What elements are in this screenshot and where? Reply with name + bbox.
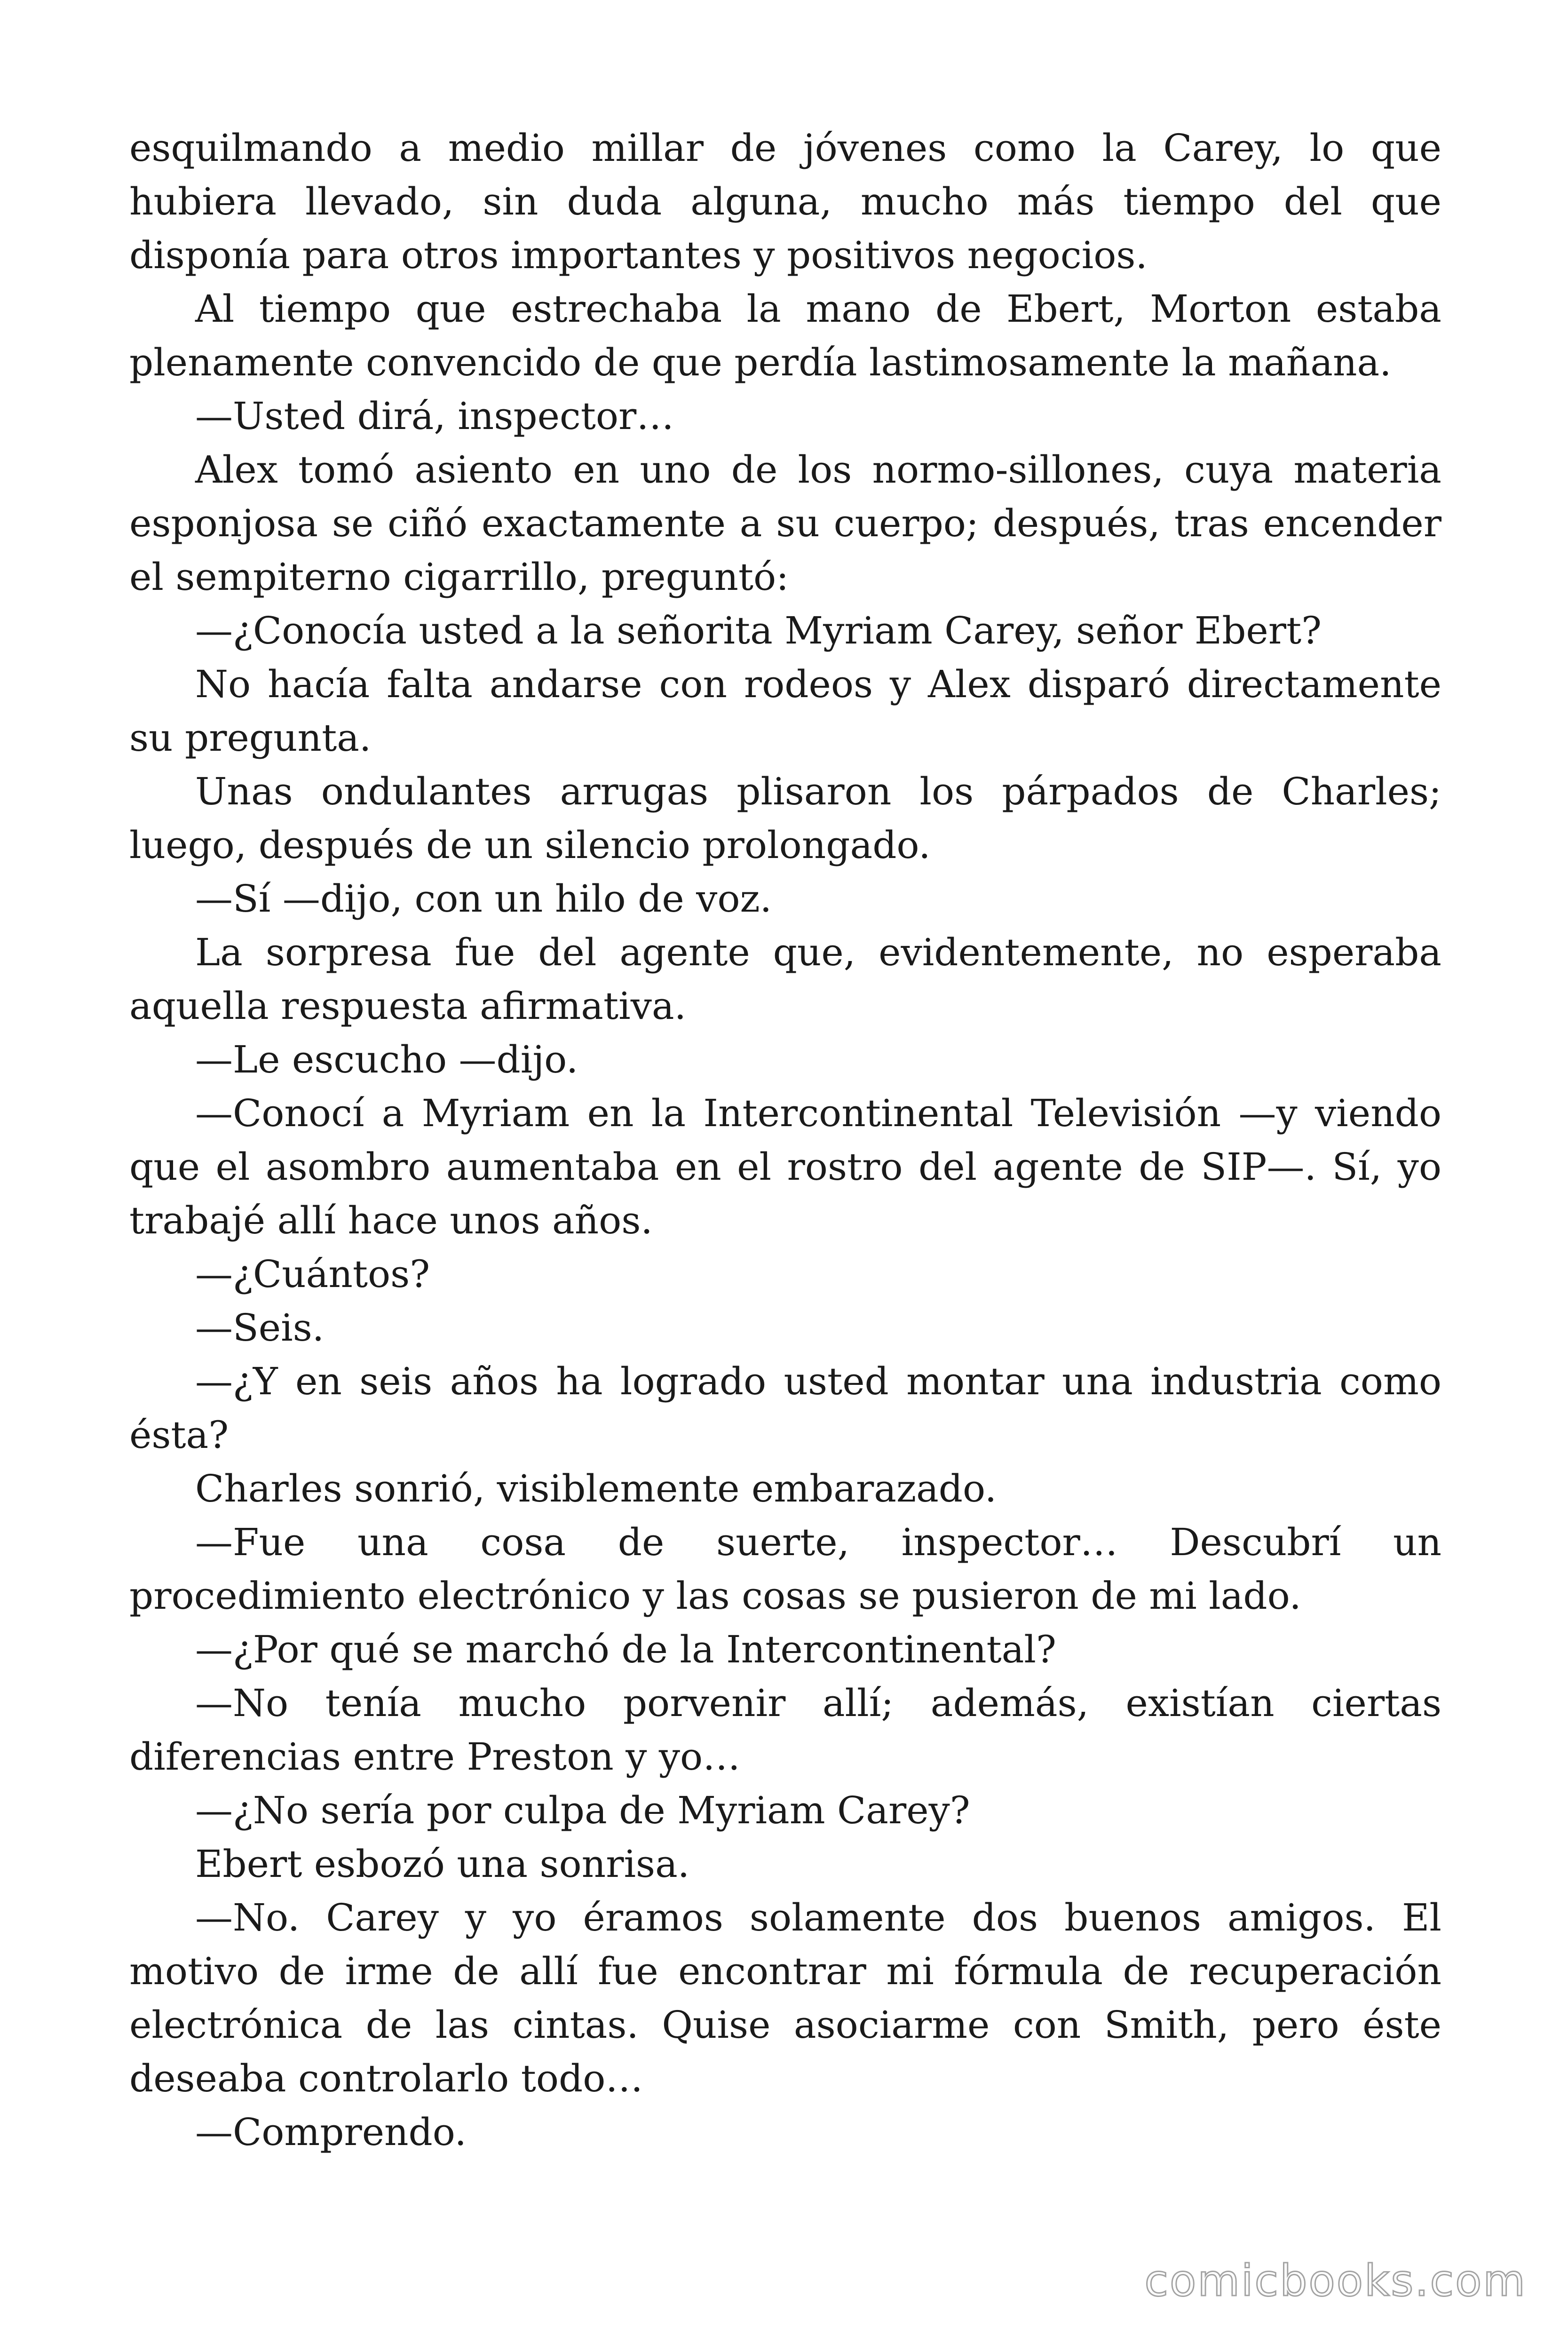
paragraph-20: Ebert esbozó una sonrisa. xyxy=(195,1842,690,1886)
paragraph-4: Alex tomó asiento en uno de los normo-sillones, cuya materia esponjosa se ciñó exactamente a su cuerpo; después, tras encender el sempiterno cigarrillo, preguntó: xyxy=(129,448,1441,599)
paragraph-8: —Sí —dijo, con un hilo de voz. xyxy=(195,877,772,921)
paragraph-21: —No. Carey y yo éramos solamente dos buenos amigos. El motivo de irme de allí fue encontrar mi fórmula de recuperación electrónica de las cintas. Quise asociarme con Smith, pero éste deseaba controlarlo todo… xyxy=(129,1896,1441,2100)
paragraph-12: —¿Cuántos? xyxy=(195,1252,430,1296)
paragraph-7: Unas ondulantes arrugas plisaron los párpados de Charles; luego, después de un silencio prolongado. xyxy=(129,770,1441,867)
paragraph-19: —¿No sería por culpa de Myriam Carey? xyxy=(195,1788,970,1832)
paragraph-11: —Conocí a Myriam en la Intercontinental Televisión —y viendo que el asombro aumentaba en el rostro del agente de SIP—. Sí, yo trabajé allí hace unos años. xyxy=(129,1091,1441,1242)
paragraph-14: —¿Y en seis años ha logrado usted montar una industria como ésta? xyxy=(129,1359,1441,1457)
page-text xyxy=(129,121,1441,2159)
watermark-logo: comicbooks.com xyxy=(1144,2256,1527,2306)
paragraph-3: —Usted dirá, inspector… xyxy=(195,394,674,438)
paragraph-10: —Le escucho —dijo. xyxy=(195,1038,578,1081)
paragraph-2: Al tiempo que estrechaba la mano de Ebert, Morton estaba plenamente convencido de que perdía lastimosamente la mañana. xyxy=(129,287,1441,384)
paragraph-13: —Seis. xyxy=(195,1306,325,1350)
paragraph-18: —No tenía mucho porvenir allí; además, existían ciertas diferencias entre Preston y yo… xyxy=(129,1681,1441,1779)
paragraph-9: La sorpresa fue del agente que, evidentemente, no esperaba aquella respuesta afirmativa. xyxy=(129,930,1441,1028)
paragraph-1: esquilmando a medio millar de jóvenes como la Carey, lo que hubiera llevado, sin duda alguna, mucho más tiempo del que disponía para otros importantes y positivos negocios. xyxy=(129,126,1441,277)
paragraph-6: No hacía falta andarse con rodeos y Alex disparó directamente su pregunta. xyxy=(129,662,1441,760)
paragraph-5: —¿Conocía usted a la señorita Myriam Carey, señor Ebert? xyxy=(195,609,1322,652)
paragraph-22: —Comprendo. xyxy=(195,2110,467,2154)
paragraph-15: Charles sonrió, visiblemente embarazado. xyxy=(195,1467,997,1510)
paragraph-17: —¿Por qué se marchó de la Intercontinental? xyxy=(195,1628,1056,1671)
paragraph-16: —Fue una cosa de suerte, inspector… Descubrí un procedimiento electrónico y las cosas se pusieron de mi lado. xyxy=(129,1520,1441,1618)
